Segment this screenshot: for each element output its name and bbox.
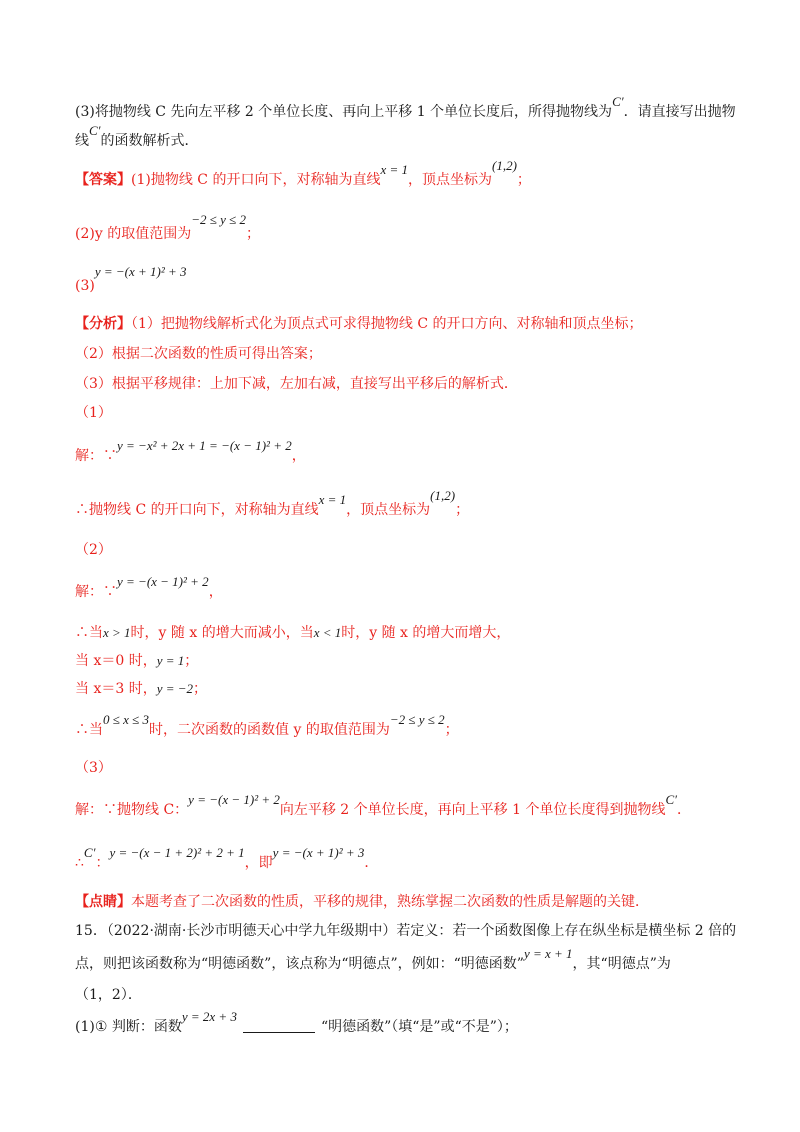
circled-one: ①	[94, 1019, 108, 1035]
question-3-line-2: 线C′的函数解析式．	[75, 123, 199, 149]
solution-1-label: （1）	[75, 405, 112, 421]
solution-2-line-5: ∴当0 ≤ x ≤ 3时，二次函数的函数值 y 的取值范围为−2 ≤ y ≤ 2；	[75, 712, 459, 738]
solution-3-line-1: 解：∵抛物线 C：y = −(x − 1)² + 2向左平移 2 个单位长度，再向上平移 1 个单位长度得到抛物线C′．	[75, 792, 691, 818]
analysis-line-1: 【分析】（1）把抛物线解析式化为顶点式可求得抛物线 C 的开口方向、对称轴和顶点坐标；	[75, 316, 643, 332]
analysis-line-2: （2）根据二次函数的性质可得出答案；	[75, 346, 322, 362]
analysis-tag: 【分析】	[75, 316, 131, 332]
question-3-line-1: (3)将抛物线 C 先向左平移 2 个单位长度、再向上平移 1 个单位长度后，所得抛物线为C′．请直接写出抛物	[75, 94, 736, 120]
question-15-line-3: （1，2）．	[75, 987, 142, 1003]
answer-line-1: 【答案】(1)抛物线 C 的开口向下，对称轴为直线x = 1，顶点坐标为(1,2)；	[75, 158, 531, 188]
analysis-line-3: （3）根据平移规律：上加下减，左加右减，直接写出平移后的解析式．	[75, 376, 518, 392]
question-15-line-1: 15．（2022·湖南·长沙市明德天心中学九年级期中）若定义：若一个函数图像上存在纵坐标是横坐标 2 倍的	[75, 923, 737, 939]
answer-tag: 【答案】	[75, 172, 131, 188]
solution-1-line-1: 解：∵y = −x² + 2x + 1 = −(x − 1)² + 2，	[75, 438, 306, 464]
math-c-prime: C′	[612, 94, 624, 109]
math-c-prime: C′	[89, 123, 101, 138]
solution-2-line-2: ∴当x > 1时，y 随 x 的增大而减小，当x < 1时，y 随 x 的增大而增大，	[75, 625, 511, 641]
solution-2-line-1: 解：∵y = −(x − 1)² + 2，	[75, 574, 223, 600]
answer-blank[interactable]	[243, 1018, 315, 1033]
comment-line: 【点睛】本题考查了二次函数的性质，平移的规律，熟练掌握二次函数的性质是解题的关键．	[75, 894, 649, 910]
solution-3-line-2: ∴C′：y = −(x − 1 + 2)² + 2 + 1，即y = −(x + 1)² + 3．	[75, 845, 379, 871]
solution-3-label: （3）	[75, 760, 112, 776]
question-15-line-4: (1)① 判断：函数y = 2x + 3“明德函数”（填“是”或“不是”）；	[75, 1009, 518, 1035]
comment-tag: 【点睛】	[75, 894, 131, 910]
solution-2-label: （2）	[75, 542, 112, 558]
solution-2-line-4: 当 x＝3 时，y = −2；	[75, 681, 208, 697]
solution-2-line-3: 当 x＝0 时，y = 1；	[75, 653, 199, 669]
solution-1-line-2: ∴抛物线 C 的开口向下，对称轴为直线x = 1，顶点坐标为(1,2)；	[75, 488, 470, 518]
answer-line-2: (2)y 的取值范围为−2 ≤ y ≤ 2；	[75, 212, 261, 242]
answer-line-3: (3)y = −(x + 1)² + 3	[75, 264, 187, 294]
question-15-line-2: 点，则把该函数称为“明德函数”，该点称为“明德点”，例如：“明德函数”y = x + 1，其“明德点”为	[75, 946, 671, 972]
